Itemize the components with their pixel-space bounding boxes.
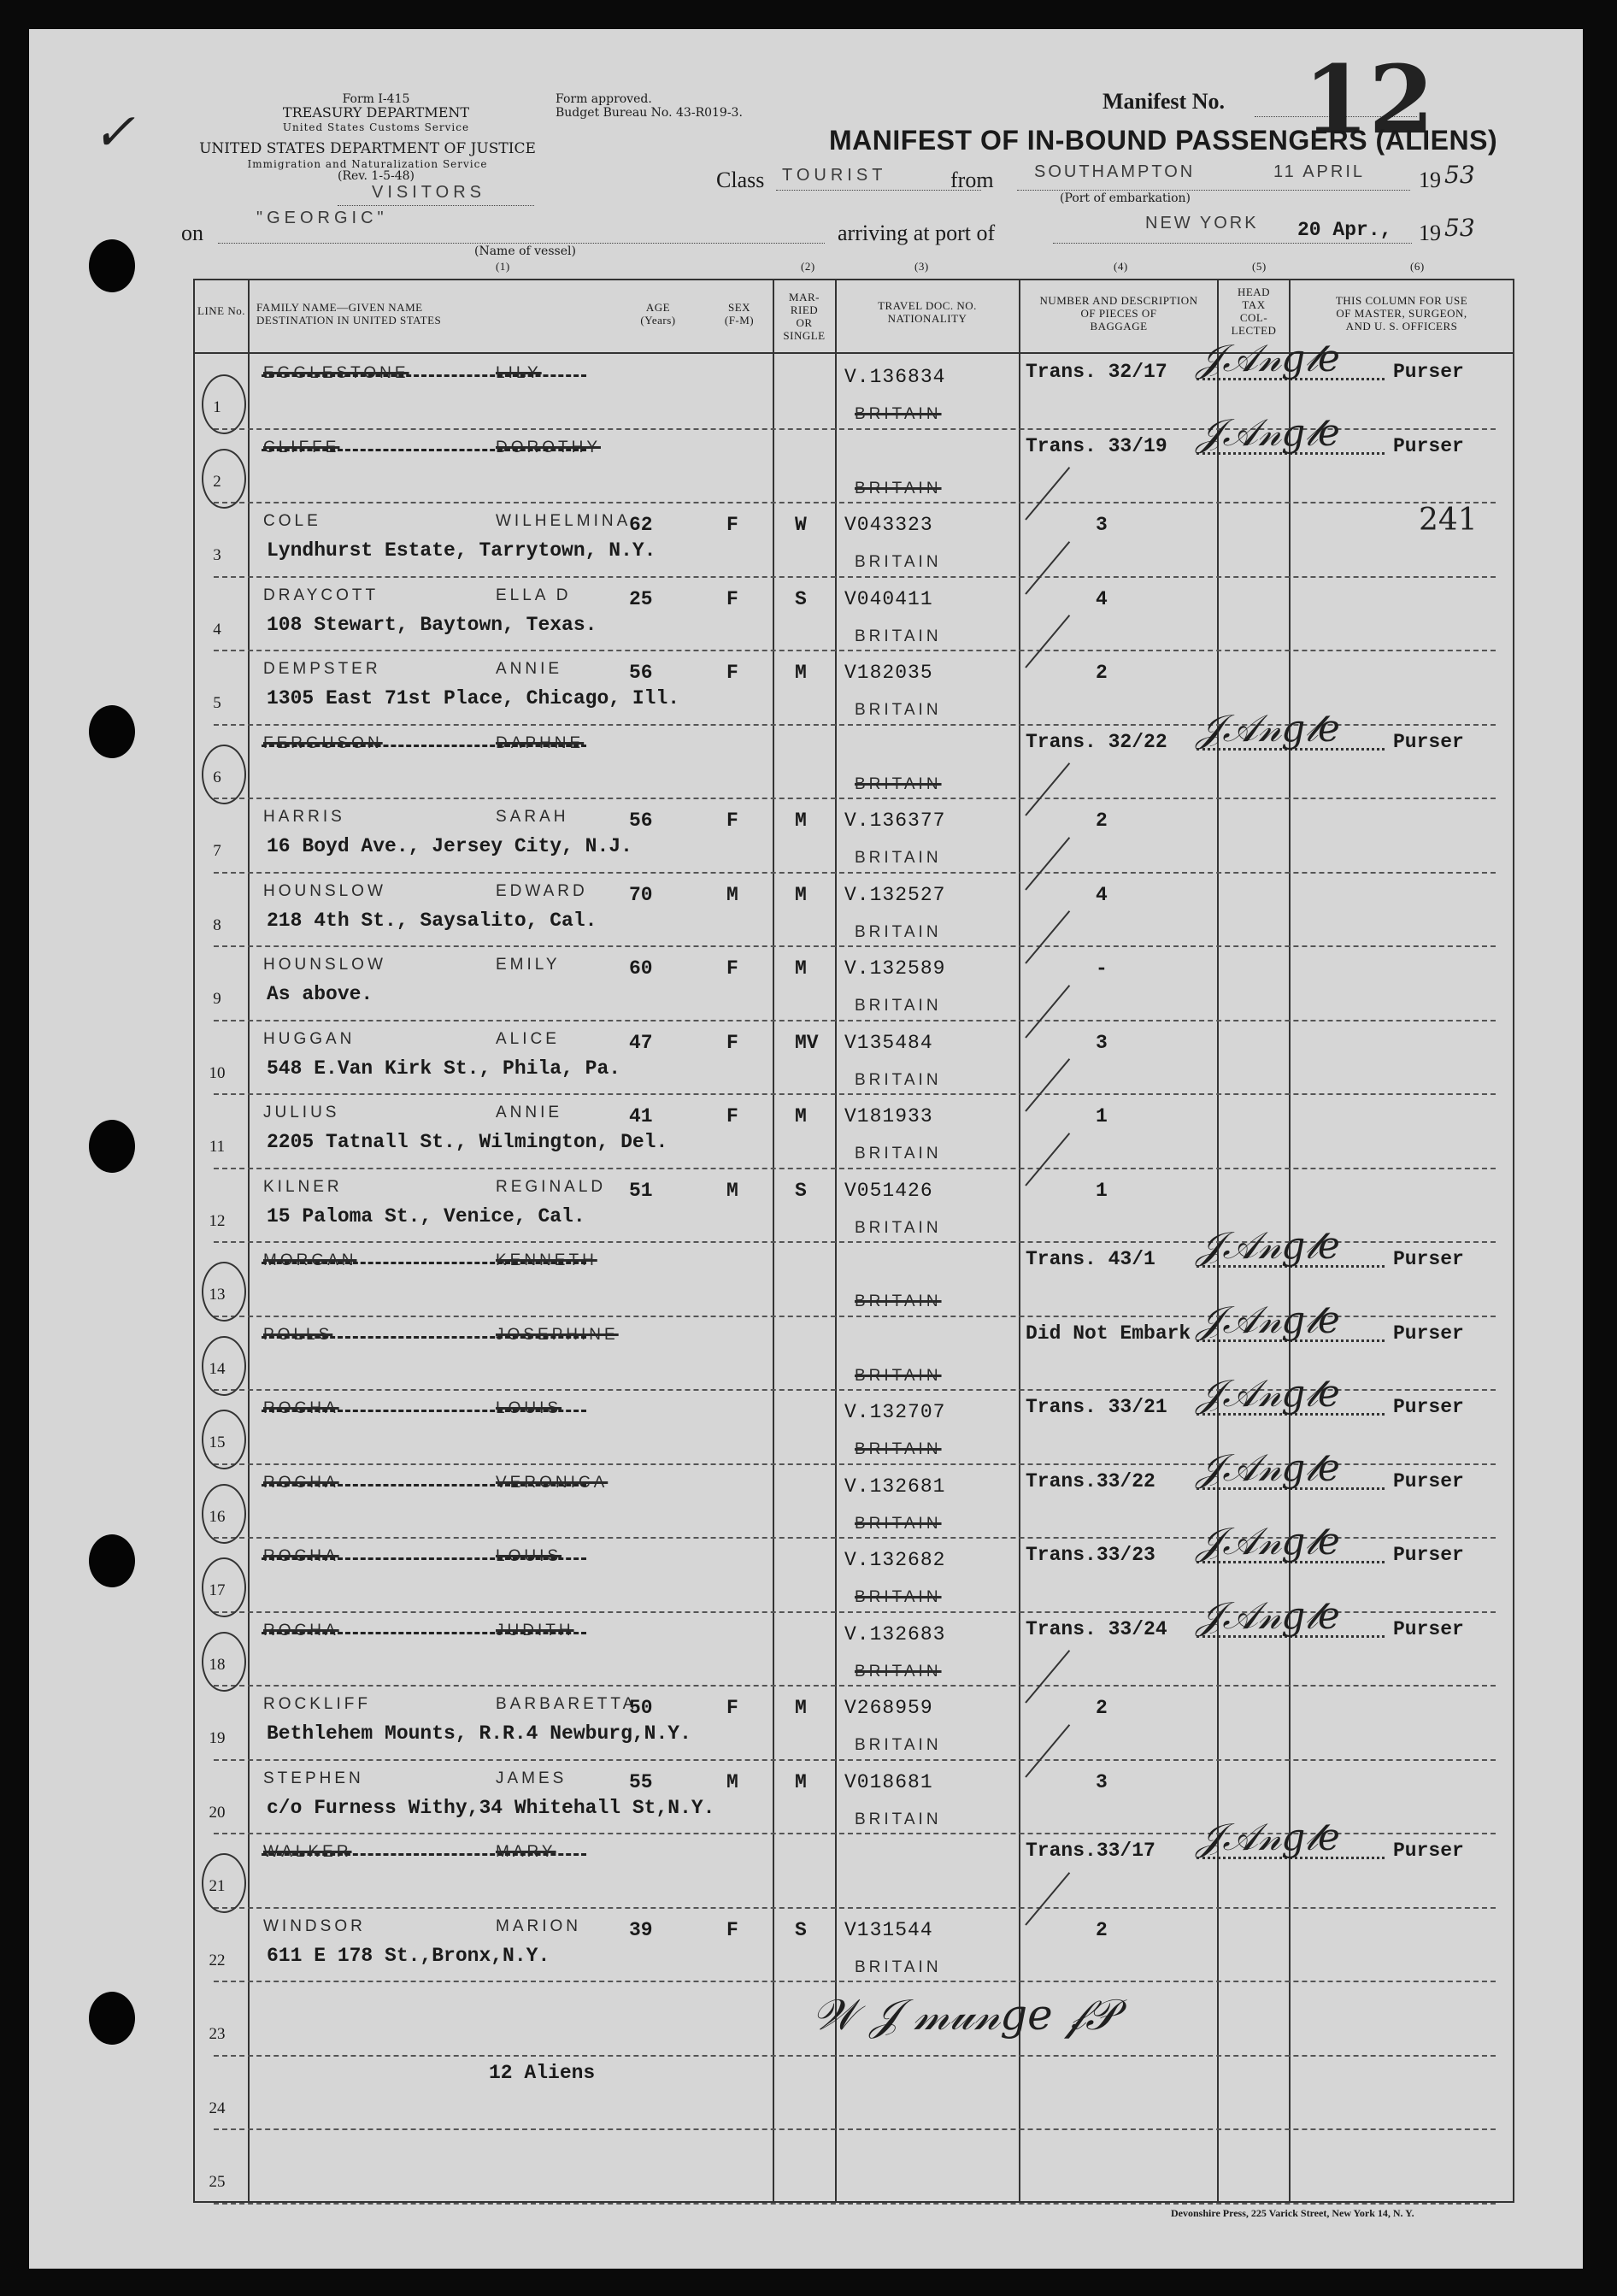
- row-circle-mark: [202, 1262, 246, 1322]
- row-divider: [214, 1020, 1496, 1021]
- sex: F: [726, 587, 738, 610]
- marital-status: M: [795, 1770, 807, 1793]
- age: 39: [629, 1918, 653, 1941]
- visitors-line: [338, 205, 534, 206]
- given-name: ANNIE: [496, 660, 563, 678]
- travel-doc-no: V018681: [844, 1770, 933, 1793]
- family-name: COLE: [263, 512, 321, 530]
- punch-hole: [89, 1992, 135, 2045]
- sex: F: [726, 1697, 738, 1719]
- family-name: ROCHA: [263, 1399, 339, 1417]
- visitors-stamp: VISITORS: [372, 183, 485, 202]
- marital-status: M: [795, 1697, 807, 1719]
- given-name: EMILY: [496, 956, 561, 974]
- row-circle-mark: [202, 1410, 246, 1469]
- nationality: BRITAIN: [855, 1440, 942, 1458]
- transfer-remark: Trans. 33/19: [1026, 434, 1167, 457]
- age: 60: [629, 957, 653, 980]
- given-name: ALICE: [496, 1029, 560, 1048]
- baggage-count: 2: [1096, 1918, 1108, 1941]
- table-right-border: [1513, 279, 1514, 2202]
- strike-line: [262, 1557, 586, 1560]
- age: 55: [629, 1770, 653, 1793]
- purser-signature: 𝒥𝒜𝓃𝑔𝓁𝑒: [1197, 1816, 1340, 1859]
- table-left-border: [193, 279, 195, 2202]
- age: 62: [629, 514, 653, 536]
- transfer-remark: Trans. 33/24: [1026, 1617, 1167, 1640]
- header-line-no: LINE No.: [197, 304, 245, 317]
- travel-doc-no: V.132681: [844, 1475, 946, 1498]
- age: 51: [629, 1179, 653, 1202]
- row-number: 10: [209, 1063, 226, 1082]
- row-divider: [214, 1685, 1496, 1687]
- family-name: DRAYCOTT: [263, 586, 379, 604]
- form-approved: Form approved.: [556, 92, 652, 106]
- row-number: 15: [209, 1434, 226, 1451]
- row-circle-mark: [202, 745, 246, 804]
- nationality: BRITAIN: [855, 1218, 942, 1237]
- destination: 548 E.Van Kirk St., Phila, Pa.: [267, 1057, 621, 1080]
- family-name: KILNER: [263, 1177, 343, 1196]
- destination: Lyndhurst Estate, Tarrytown, N.Y.: [267, 539, 656, 562]
- destination: 16 Boyd Ave., Jersey City, N.J.: [267, 835, 632, 857]
- family-name: STEPHEN: [263, 1769, 364, 1787]
- given-name: JAMES: [496, 1769, 567, 1787]
- col-num-2: (2): [801, 260, 815, 273]
- given-name: VERONICA: [496, 1473, 609, 1492]
- given-name: DOROTHY: [496, 438, 601, 456]
- travel-doc-no: V.136377: [844, 809, 946, 832]
- given-name: WILHELMINA: [496, 512, 632, 530]
- sex: F: [726, 514, 738, 536]
- purser-signature: 𝒥𝒜𝓃𝑔𝓁𝑒: [1197, 1372, 1340, 1416]
- transfer-remark: Trans. 43/1: [1026, 1248, 1155, 1270]
- purser-label: Purser: [1393, 1248, 1464, 1270]
- sex: F: [726, 809, 738, 832]
- purser-label: Purser: [1393, 361, 1464, 383]
- row-number: 24: [209, 2099, 226, 2117]
- purser-signature: 𝒥𝒜𝓃𝑔𝓁𝑒: [1197, 337, 1340, 380]
- strike-line: [262, 745, 586, 747]
- family-name: ROCKLIFF: [263, 1695, 371, 1713]
- from-line: [1017, 190, 1410, 191]
- transfer-remark: Trans. 33/21: [1026, 1396, 1167, 1418]
- manifest-no-label: Manifest No.: [1102, 89, 1225, 114]
- side-note-number: 241: [1419, 503, 1478, 538]
- family-name: CLIFFE: [263, 438, 340, 456]
- row-number: 19: [209, 1729, 226, 1747]
- baggage-count: -: [1096, 957, 1108, 980]
- row-divider: [214, 2128, 1496, 2130]
- sex: F: [726, 1105, 738, 1127]
- strike-line: [262, 1410, 586, 1412]
- given-name: SARAH: [496, 808, 569, 826]
- sex: M: [726, 1179, 738, 1202]
- row-divider: [214, 1759, 1496, 1761]
- travel-doc-no: V.132682: [844, 1549, 946, 1571]
- family-name: HOUNSLOW: [263, 956, 386, 974]
- purser-label: Purser: [1393, 1322, 1464, 1345]
- row-number: 12: [209, 1211, 226, 1230]
- agency-customs: United States Customs Service: [282, 121, 470, 133]
- punch-hole: [89, 1534, 135, 1587]
- transfer-remark: Trans.33/17: [1026, 1840, 1155, 1862]
- vessel-line: [218, 243, 825, 244]
- row-number: 18: [209, 1655, 226, 1674]
- nationality: BRITAIN: [855, 405, 942, 423]
- family-name: ROCHA: [263, 1621, 339, 1640]
- strike-line: [262, 1632, 586, 1634]
- transfer-remark: Trans.33/23: [1026, 1544, 1155, 1566]
- strike-line: [262, 374, 586, 377]
- col-num-6: (6): [1410, 260, 1425, 273]
- form-number: Form I-415: [342, 92, 410, 106]
- row-divider: [214, 1093, 1496, 1095]
- destination: c/o Furness Withy,34 Whitehall St,N.Y.: [267, 1796, 715, 1819]
- purser-signature: 𝒥𝒜𝓃𝑔𝓁𝑒: [1197, 1298, 1340, 1342]
- travel-doc-no: V131544: [844, 1918, 933, 1941]
- family-name: FERGUSON: [263, 733, 383, 752]
- purser-label: Purser: [1393, 1469, 1464, 1492]
- age: 56: [629, 809, 653, 832]
- nationality: BRITAIN: [855, 849, 942, 867]
- purser-signature: 𝒥𝒜𝓃𝑔𝓁𝑒: [1197, 1224, 1340, 1268]
- given-name: BARBARETTA: [496, 1695, 638, 1713]
- given-name: DAPHNE: [496, 733, 585, 752]
- age: 56: [629, 662, 653, 684]
- row-number: 2: [213, 472, 221, 491]
- row-divider: [214, 872, 1496, 874]
- sex: F: [726, 957, 738, 980]
- agency-immigration: Immigration and Naturalization Service: [247, 158, 488, 170]
- marital-status: W: [795, 514, 807, 536]
- row-number: 3: [213, 546, 221, 564]
- nationality: BRITAIN: [855, 1145, 942, 1163]
- travel-doc-no: V.132527: [844, 883, 946, 906]
- age: 47: [629, 1031, 653, 1054]
- baggage-count: 4: [1096, 883, 1108, 906]
- arrival-port: NEW YORK: [1145, 214, 1259, 233]
- nationality: BRITAIN: [855, 627, 942, 645]
- agency-justice: UNITED STATES DEPARTMENT OF JUSTICE: [199, 140, 536, 157]
- family-name: WALKER: [263, 1843, 352, 1861]
- purser-label: Purser: [1393, 1396, 1464, 1418]
- total-aliens: 12 Aliens: [489, 2062, 596, 2084]
- transfer-remark: Trans. 32/17: [1026, 361, 1167, 383]
- given-name: JUDITH: [496, 1621, 574, 1640]
- sex: M: [726, 1770, 738, 1793]
- purser-label: Purser: [1393, 1840, 1464, 1862]
- travel-doc-no: V268959: [844, 1697, 933, 1719]
- row-divider: [214, 1907, 1496, 1909]
- given-name: ANNIE: [496, 1104, 563, 1122]
- baggage-count: 4: [1096, 587, 1108, 610]
- travel-doc-no: V135484: [844, 1031, 933, 1054]
- given-name: LOUIS: [496, 1547, 562, 1565]
- destination: Bethlehem Mounts, R.R.4 Newburg,N.Y.: [267, 1722, 691, 1745]
- row-divider: [214, 945, 1496, 947]
- from-label: from: [950, 168, 994, 192]
- baggage-count: 1: [1096, 1179, 1108, 1202]
- row-circle-mark: [202, 1484, 246, 1544]
- row-number: 16: [209, 1507, 226, 1526]
- age: 41: [629, 1105, 653, 1127]
- row-circle-mark: [202, 1853, 246, 1913]
- table-top-border: [193, 279, 1514, 280]
- sex: F: [726, 662, 738, 684]
- header-master-column: THIS COLUMN FOR USE OF MASTER, SURGEON, AND U. S. OFFICERS: [1335, 294, 1468, 333]
- sex: M: [726, 883, 738, 906]
- header-head-tax: HEAD TAX COL- LECTED: [1231, 286, 1277, 337]
- row-number: 8: [213, 915, 221, 934]
- marital-status: S: [795, 1918, 807, 1941]
- purser-signature: 𝒥𝒜𝓃𝑔𝓁𝑒: [1197, 410, 1340, 455]
- row-number: 25: [209, 2173, 226, 2191]
- strike-line: [262, 1853, 586, 1856]
- nationality: BRITAIN: [855, 1736, 942, 1754]
- nationality: BRITAIN: [855, 1957, 942, 1976]
- manifest-no-value: 12: [1303, 44, 1435, 155]
- punch-hole: [89, 705, 135, 758]
- row-divider: [214, 2203, 1496, 2205]
- baggage-count: 2: [1096, 809, 1108, 832]
- baggage-count: 1: [1096, 1105, 1108, 1127]
- form-revision: (Rev. 1-5-48): [338, 169, 415, 183]
- nationality: BRITAIN: [855, 479, 942, 497]
- marital-status: M: [795, 883, 807, 906]
- row-divider: [214, 798, 1496, 799]
- family-name: ROCHA: [263, 1547, 339, 1565]
- row-circle-mark: [202, 374, 246, 434]
- row-divider: [214, 1981, 1496, 1982]
- nationality: BRITAIN: [855, 1292, 942, 1310]
- row-number: 9: [213, 990, 221, 1008]
- col-divider-line: [835, 279, 837, 2202]
- arriving-line: [1053, 243, 1412, 244]
- purser-signature: 𝒥𝒜𝓃𝑔𝓁𝑒: [1197, 1593, 1340, 1638]
- travel-doc-no: V043323: [844, 514, 933, 536]
- baggage-count: 3: [1096, 1770, 1108, 1793]
- transfer-remark: Trans. 32/22: [1026, 730, 1167, 753]
- embarkation-caption: (Port of embarkation): [1060, 191, 1191, 205]
- destination: 1305 East 71st Place, Chicago, Ill.: [267, 687, 680, 709]
- age: 70: [629, 883, 653, 906]
- given-name: REGINALD: [496, 1177, 607, 1196]
- nationality: BRITAIN: [855, 1514, 942, 1533]
- arrival-year-prefix: 19: [1419, 221, 1441, 245]
- row-number: 22: [209, 1951, 226, 1969]
- row-divider: [214, 650, 1496, 651]
- row-number: 7: [213, 842, 221, 860]
- embarkation-port: SOUTHAMPTON: [1034, 162, 1196, 181]
- nationality: BRITAIN: [855, 701, 942, 719]
- family-name: HUGGAN: [263, 1029, 356, 1048]
- baggage-count: 3: [1096, 1031, 1108, 1054]
- row-number: 1: [213, 398, 221, 416]
- given-name: LILY: [496, 364, 542, 382]
- nationality: BRITAIN: [855, 1810, 942, 1828]
- col-divider-line: [773, 279, 774, 2202]
- nationality: BRITAIN: [855, 1070, 942, 1089]
- row-number: 21: [209, 1877, 226, 1895]
- family-name: ROCHA: [263, 1473, 339, 1492]
- family-name: POLLS: [263, 1325, 333, 1344]
- given-name: MARION: [496, 1916, 581, 1935]
- row-number: 11: [209, 1138, 226, 1156]
- strike-line: [262, 449, 586, 451]
- strike-line: [262, 1262, 586, 1264]
- destination: 2205 Tatnall St., Wilmington, Del.: [267, 1131, 668, 1153]
- given-name: EDWARD: [496, 881, 588, 900]
- nationality: BRITAIN: [855, 997, 942, 1015]
- travel-doc-no: V.136834: [844, 366, 946, 388]
- from-year: 53: [1444, 161, 1475, 189]
- given-name: KENNETH: [496, 1251, 597, 1269]
- destination: 611 E 178 St.,Bronx,N.Y.: [267, 1944, 550, 1967]
- row-number: 6: [213, 768, 221, 786]
- col-num-1: (1): [496, 260, 510, 273]
- given-name: MARY: [496, 1843, 556, 1861]
- family-name: WINDSOR: [263, 1916, 366, 1935]
- destination: 108 Stewart, Baytown, Texas.: [267, 613, 597, 636]
- marital-status: M: [795, 809, 807, 832]
- vessel-name: "GEORGIC": [256, 209, 388, 227]
- on-label: on: [181, 221, 203, 245]
- row-divider: [214, 2055, 1496, 2057]
- col-num-3: (3): [914, 260, 929, 273]
- budget-bureau: Budget Bureau No. 43-R019-3.: [556, 106, 743, 120]
- from-year-prefix: 19: [1419, 168, 1441, 192]
- nationality: BRITAIN: [855, 553, 942, 571]
- row-number: 20: [209, 1803, 226, 1822]
- travel-doc-no: V040411: [844, 587, 933, 610]
- baggage-count: 2: [1096, 662, 1108, 684]
- header-age: AGE (Years): [640, 301, 676, 327]
- row-circle-mark: [202, 1632, 246, 1692]
- agency-treasury: TREASURY DEPARTMENT: [282, 104, 470, 121]
- nationality: BRITAIN: [855, 774, 942, 793]
- given-name: ELLA D: [496, 586, 572, 604]
- officer-signature: 𝒲 𝒥 𝓂𝓊𝓃𝑔𝑒 𝒻𝒫: [812, 1990, 1116, 2040]
- punch-hole: [89, 239, 135, 292]
- row-circle-mark: [202, 449, 246, 509]
- row-number: 4: [213, 620, 221, 639]
- given-name: JOSEPHINE: [496, 1325, 619, 1344]
- age: 50: [629, 1697, 653, 1719]
- marital-status: MV: [795, 1031, 819, 1054]
- marital-status: M: [795, 1105, 807, 1127]
- purser-signature: 𝒥𝒜𝓃𝑔𝓁𝑒: [1197, 706, 1340, 751]
- header-baggage: NUMBER AND DESCRIPTION OF PIECES OF BAGGAGE: [1039, 294, 1198, 333]
- col-num-5: (5): [1252, 260, 1267, 273]
- row-number: 5: [213, 694, 221, 712]
- nationality: BRITAIN: [855, 1662, 942, 1681]
- purser-signature: 𝒥𝒜𝓃𝑔𝓁𝑒: [1197, 1445, 1340, 1490]
- travel-doc-no: V.132683: [844, 1622, 946, 1645]
- col-num-4: (4): [1114, 260, 1128, 273]
- punch-hole: [89, 1120, 135, 1173]
- sex: F: [726, 1918, 738, 1941]
- travel-doc-no: V182035: [844, 662, 933, 684]
- vessel-caption: (Name of vessel): [474, 244, 576, 258]
- arriving-label: arriving at port of: [838, 221, 996, 245]
- class-value: TOURIST: [782, 166, 887, 185]
- family-name: EGGLESTONE: [263, 364, 409, 382]
- purser-signature: 𝒥𝒜𝓃𝑔𝓁𝑒: [1197, 1520, 1340, 1563]
- sex: F: [726, 1031, 738, 1054]
- embarkation-date: 11 APRIL: [1273, 162, 1366, 181]
- row-circle-mark: [202, 1557, 246, 1617]
- purser-label: Purser: [1393, 1544, 1464, 1566]
- arrival-date: 20 Apr.,: [1297, 219, 1392, 241]
- baggage-count: 2: [1096, 1697, 1108, 1719]
- purser-label: Purser: [1393, 730, 1464, 753]
- row-divider: [214, 502, 1496, 503]
- travel-doc-no: V.132707: [844, 1401, 946, 1423]
- marital-status: M: [795, 957, 807, 980]
- nationality: BRITAIN: [855, 922, 942, 941]
- travel-doc-no: V.132589: [844, 957, 946, 980]
- purser-label: Purser: [1393, 434, 1464, 457]
- row-divider: [214, 1168, 1496, 1169]
- strike-line: [262, 1484, 586, 1487]
- arrival-year: 53: [1444, 214, 1475, 242]
- destination: 218 4th St., Saysalito, Cal.: [267, 909, 597, 932]
- nationality: BRITAIN: [855, 1366, 942, 1385]
- strike-line: [262, 1336, 586, 1339]
- row-number: 17: [209, 1581, 226, 1599]
- marital-status: S: [795, 1179, 807, 1202]
- destination: 15 Paloma St., Venice, Cal.: [267, 1204, 585, 1227]
- family-name: HARRIS: [263, 808, 345, 826]
- family-name: DEMPSTER: [263, 660, 381, 678]
- row-number: 13: [209, 1286, 226, 1304]
- header-sex: SEX (F-M): [724, 301, 755, 327]
- header-name: FAMILY NAME—GIVEN NAME DESTINATION IN UNITED STATES: [256, 301, 442, 327]
- destination: As above.: [267, 983, 373, 1005]
- transfer-remark: Trans.33/22: [1026, 1469, 1155, 1492]
- travel-doc-no: V051426: [844, 1179, 933, 1202]
- given-name: LOUIS: [496, 1399, 562, 1417]
- purser-label: Purser: [1393, 1617, 1464, 1640]
- row-divider: [214, 576, 1496, 578]
- class-label: Class: [716, 168, 765, 192]
- age: 25: [629, 587, 653, 610]
- transfer-remark: Did Not Embark: [1026, 1322, 1191, 1345]
- page-title: MANIFEST OF IN-BOUND PASSENGERS (ALIENS): [829, 125, 1498, 156]
- marital-status: S: [795, 587, 807, 610]
- header-married: MAR- RIED OR SINGLE: [783, 291, 826, 342]
- corner-check-mark: ✓: [92, 103, 136, 162]
- travel-doc-no: V181933: [844, 1105, 933, 1127]
- marital-status: M: [795, 662, 807, 684]
- col-divider-line: [248, 279, 250, 2202]
- col-divider-line: [1019, 279, 1020, 2202]
- printer-footer: Devonshire Press, 225 Varick Street, New York 14, N. Y.: [1171, 2207, 1414, 2219]
- baggage-count: 3: [1096, 514, 1108, 536]
- row-circle-mark: [202, 1336, 246, 1396]
- row-number: 23: [209, 2025, 226, 2043]
- family-name: JULIUS: [263, 1104, 340, 1122]
- row-number: 14: [209, 1359, 226, 1378]
- header-travel-doc: TRAVEL DOC. NO. NATIONALITY: [878, 299, 977, 325]
- family-name: HOUNSLOW: [263, 881, 386, 900]
- family-name: MORGAN: [263, 1251, 357, 1269]
- nationality: BRITAIN: [855, 1588, 942, 1606]
